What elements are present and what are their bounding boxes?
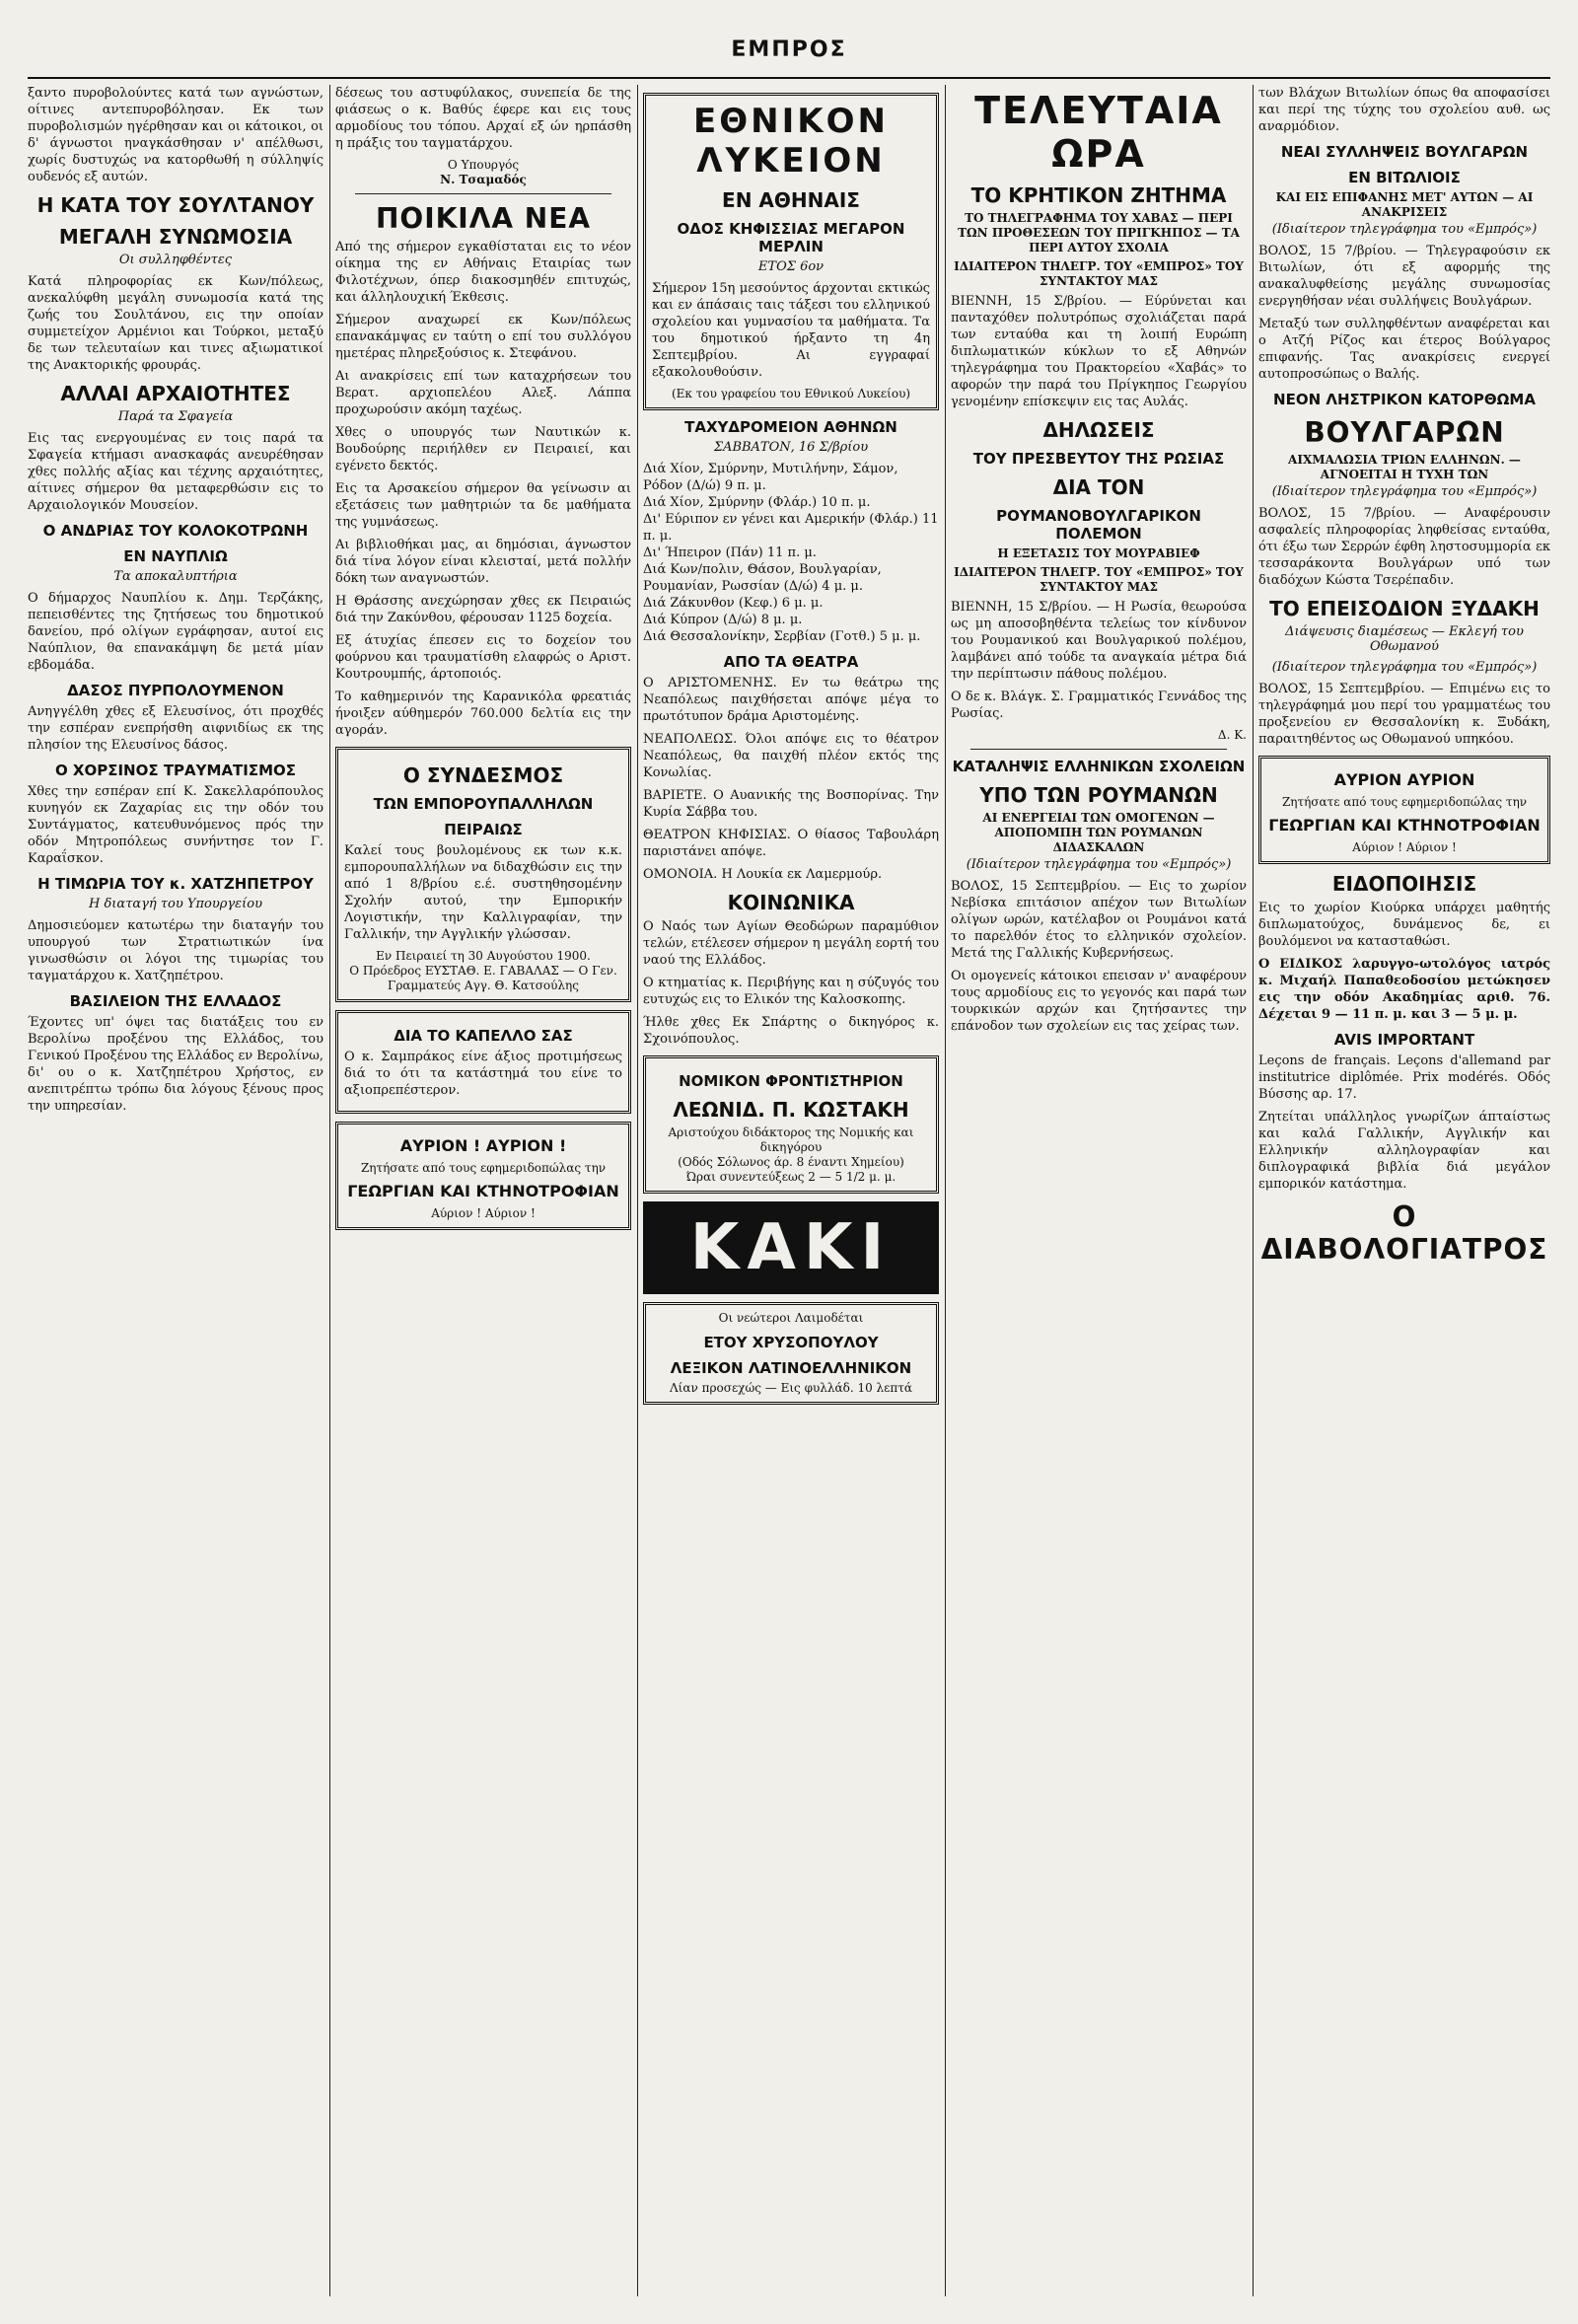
ad-title: ΓΕΩΡΓΙΑΝ ΚΑΙ ΚΤΗΝΟΤΡΟΦΙΑΝ xyxy=(1268,816,1541,835)
article-text: ξαντο πυροβολούντες κατά των αγνώστων, οίτινες αντεπυροβόλησαν. Εκ των πυροβολισμών ηγέρθησαν και οι κάτοικοι, οι δ' άγνωστοι ηναγκάσθησαν ν' απέλθωσι, χωρίς δυστυχώς να κατορθωθή η σύλληψίς ουδενός εξ αυτών. xyxy=(28,86,323,184)
article-text: Οι ομογενείς κάτοικοι επεισαν ν' αναφέρουν τους αρμοδίους εις το γεγονός και παρά των τουρκικών αρχών και ζητήσαντες την επάνοδον των σχολείων εις τας χείρας των. xyxy=(951,969,1247,1034)
ad-signature: Ο Πρόεδρος ΕΥΣΤΑΘ. Ε. ΓΑΒΑΛΑΣ — Ο Γεν. Γραμματεύς Αγγ. Θ. Κατσούλης xyxy=(349,964,617,992)
column-1 xyxy=(28,85,323,2296)
column-5 xyxy=(1258,85,1550,2296)
ad-title: ΤΩΝ ΕΜΠΟΡΟΥΠΑΛΛΗΛΩΝ xyxy=(373,795,594,813)
ad-text: Αύριον ! Αύριον ! xyxy=(1352,840,1457,854)
article-text: Εις τας ενεργουμένας εν τοις παρά τα Σφαγεία κτήμασι ανασκαφάς ανευρέθησαν χθες πολλής αξίας και τέχνης αρχαιότητες, αίτινες σήμερον θα μεταφερθώσιν εις το Αρχαιολογικόν Μουσείον. xyxy=(28,431,323,513)
headline: Η ΚΑΤΑ ΤΟΥ ΣΟΥΛΤΑΝΟΥ xyxy=(36,193,315,217)
subheadline: ΑΙΧΜΑΛΩΣΙΑ ΤΡΙΩΝ ΕΛΛΗΝΩΝ. — ΑΓΝΟΕΙΤΑΙ Η ΤΥΧΗ ΤΩΝ xyxy=(1288,453,1521,481)
ad-title: ΓΕΩΡΓΙΑΝ ΚΑΙ ΚΤΗΝΟΤΡΟΦΙΑΝ xyxy=(347,1182,619,1200)
headline: ΥΠΟ ΤΩΝ ΡΟΥΜΑΝΩΝ xyxy=(979,783,1218,807)
subheadline: Η ΕΞΕΤΑΣΙΣ ΤΟΥ ΜΟΥΡΑΒΙΕΦ xyxy=(997,546,1200,560)
headline: ΚΟΙΝΩΝΙΚΑ xyxy=(727,891,855,914)
schedule-item: Διά Χίον, Σμύρνην (Φλάρ.) 10 π. μ. xyxy=(643,495,871,510)
ad-text: Σήμερον 15η μεσούντος άρχονται εκτικώς και εν άπάσαις ταις τάξεσι του ελληνικού σχολείου και γυμνασίου τα μαθήματα. Τα του δημοτικού ήρξαντο τη 4η Σεπτεμβρίου. Αι εγγραφαί εξακολουθούσιν. xyxy=(652,281,930,380)
masthead-title: ΕΜΠΡΟΣ xyxy=(731,37,847,62)
headline: ΑΠΟ ΤΑ ΘΕΑΤΡΑ xyxy=(723,653,859,671)
masthead xyxy=(28,28,1550,79)
ad-title: ΕΝ ΑΘΗΝΑΙΣ xyxy=(722,188,860,212)
headline: Ο ΔΙΑΒΟΛΟΓΙΑΤΡΟΣ xyxy=(1260,1200,1548,1266)
article-text: Δημοσιεύομεν κατωτέρω την διαταγήν του υπουργού των Στρατιωτικών ίνα γινωσθώσιν οι λόγοι της τιμωρίας του ταγματάρχου κ. Χατζηπέτρου. xyxy=(28,918,323,983)
news-item: Εξ άτυχίας έπεσεν εις το δοχείον του φούρνου και τραυματίσθη ελαφρώς ο Αριστ. Κουτρουμπής, άρτοποιός. xyxy=(335,633,631,682)
ad-source: (Εκ του γραφείου του Εθνικού Λυκείου) xyxy=(671,387,911,400)
ad-text: Λίαν προσεχώς — Εις φυλλάδ. 10 λεπτά xyxy=(670,1381,912,1395)
news-item: Χθες ο υπουργός των Ναυτικών κ. Βουδούρης περιήλθεν εν Πειραιεί, και εγένετο δεκτός. xyxy=(335,425,631,473)
article-text: ΒΟΛΟΣ, 15 7/βρίου. — Τηλεγραφούσιν εκ Βιτωλίων, ότι εξ αφορμής της ανακαλυφθείσης μεγάλης συνωμοσίας ενεργηθήσαν νέαι συλλήψεις Βουλγάρων. xyxy=(1258,244,1550,309)
headline: ΤΟ ΕΠΕΙΣΟΔΙΟΝ ΞΥΔΑΚΗ xyxy=(1269,597,1540,620)
news-item: Ο κτηματίας κ. Περιβήγης και η σύζυγός του ευτυχώς εις το Ελικόν της Καλοσκοπης. xyxy=(643,976,939,1007)
mail-schedule xyxy=(643,461,939,645)
subheadline: (Ιδιαίτερον τηλεγράφημα του «Εμπρός») xyxy=(966,857,1232,872)
news-item: ΒΑΡΙΕΤΕ. Ο Αυανικής της Βοσπορίνας. Την Κυρία Σάββα του. xyxy=(643,788,939,820)
headline: ΠΟΙΚΙΛΑ ΝΕΑ xyxy=(375,202,592,235)
ad-title: ΑΥΡΙΟΝ ! ΑΥΡΙΟΝ ! xyxy=(399,1136,567,1155)
ad-text: Ο κ. Σαμπράκος είνε άξιος προτιμήσεως διά το ότι τα κατάστημά του είνε το αξιοπρεπέστερον. xyxy=(344,1050,622,1098)
notice-text: Ο ΕΙΔΙΚΟΣ λαρυγγο-ωτολόγος ιατρός κ. Μιχαήλ Παπαθεοδοσίου μετώκησεν εις την οδόν Ακαδημίας αριθ. 76. Δέχεται 9 — 11 π. μ. και 3 — 5 μ. μ. xyxy=(1258,957,1550,1022)
advertisement xyxy=(643,93,939,410)
subheadline: (Ιδιαίτερον τηλεγράφημα του «Εμπρός») xyxy=(1271,484,1538,499)
headline: ΑΛΛΑΙ ΑΡΧΑΙΟΤΗΤΕΣ xyxy=(60,382,291,405)
column-divider xyxy=(945,85,946,2296)
article-text: Ο δήμαρχος Ναυπλίου κ. Δημ. Τερζάκης, πεπεισθέντες της ζητήσεως του δημοτικού δανείου, πρό ολίγων εγράφησαν, αυτοί εις Ναύπλιον, θα επανακάμψη δε μετά μίαν εβδομάδα. xyxy=(28,591,323,673)
signature: Ο Υπουργός xyxy=(447,158,520,172)
news-item: Εις τα Αρσακείου σήμερον θα γείνωσιν αι εξετάσεις των μαθητριών τα δε μαθήματα της γυμνάσεως. xyxy=(335,481,631,530)
schedule-item: Διά Χίον, Σμύρνην, Μυτιλήνην, Σάμον, Ρόδον (Δ/ώ) 9 π. μ. xyxy=(643,462,898,493)
column-divider xyxy=(1253,85,1254,2296)
signature: Δ. Κ. xyxy=(1217,728,1247,742)
column-divider xyxy=(637,85,638,2296)
headline: ΔΗΛΩΣΕΙΣ xyxy=(1042,418,1155,442)
ad-title: ΛΕΩΝΙΔ. Π. ΚΩΣΤΑΚΗ xyxy=(673,1098,909,1122)
article-text: Ανηγγέλθη χθες εξ Ελευσίνος, ότι προχθές την εσπέραν ενεπρήσθη αιφνιδίως εκ της πλησίον της Ελευσίνος δάσος. xyxy=(28,704,323,753)
article-text: ΒΟΛΟΣ, 15 Σεπτεμβρίου. — Εις το χωρίον Νεβίσκα επιτάσιον απέχον των Βιτωλίων ολίγων ωρών, κατέλαβον οι Ρουμάνοι κατά το παρελθόν έτος το ελληνικόν σχολείον. Μετά της Γαλλικής Κυβερνήσεως. xyxy=(951,879,1247,961)
headline: ΕΙΔΟΠΟΙΗΣΙΣ xyxy=(1331,872,1477,896)
headline: Η ΤΙΜΩΡΙΑ ΤΟΥ κ. ΧΑΤΖΗΠΕΤΡΟΥ xyxy=(37,875,314,893)
news-item: Από της σήμερον εγκαθίσταται εις το νέον οίκημα της εν Αθήναις Εταιρίας των Φιλοτέχνων, όπερ διακοσμηθέν επιτυχώς, και άλληλουχική Έκθεσις. xyxy=(335,240,631,305)
ad-title: ΕΤΟΥ ΧΡΥΣΟΠΟΥΛΟΥ xyxy=(703,1334,879,1351)
article-text: Χθες την εσπέραν επί Κ. Σακελλαρόπουλος κυνηγόν εκ Ζαχαρίας εις την οδόν του Συντάγματος, κατευθυνόμενος πρός την οδόν Μητροπόλεως συνήντησε τον Γ. Καραΐσκον. xyxy=(28,784,323,866)
schedule-item: Διά Ζάκυνθον (Κεφ.) 6 μ. μ. xyxy=(643,596,824,611)
schedule-item: Δι' Ήπειρον (Πάν) 11 π. μ. xyxy=(643,545,817,560)
subheadline: Η διαταγή του Υπουργείου xyxy=(89,897,262,911)
headline: ΤΕΛΕΥΤΑΙΑ ΩΡΑ xyxy=(974,89,1223,176)
article-text: Έχοντες υπ' όψει τας διατάξεις του εν Βερολίνω προξένου της Ελλάδος, του Γενικού Προξένου της Ελλάδος εν Βερολίνω, δι' ου ο κ. Χατζηπέτρου Χρήστος, εν ανεπιτρέπτω τρόπω δια λόγους ξένους προς την υπηρεσίαν. xyxy=(28,1015,323,1114)
subheadline: ΣΑΒΒΑΤΟΝ, 16 Σ/βρίου xyxy=(713,440,869,455)
ad-title: ΝΟΜΙΚΟΝ ΦΡΟΝΤΙΣΤΗΡΙΟΝ xyxy=(679,1072,903,1090)
ad-title: ΕΘΝΙΚΟΝ ΛΥΚΕΙΟΝ xyxy=(693,102,889,181)
headline: Ο ΧΟΡΣΙΝΟΣ ΤΡΑΥΜΑΤΙΣΜΟΣ xyxy=(54,762,297,779)
advertisement xyxy=(1258,756,1550,864)
headline: ΒΟΥΛΓΑΡΩΝ xyxy=(1304,416,1505,449)
schedule-item: Δι' Εύριπον εν γένει και Αμερικήν (Φλάρ.) 11 π. μ. xyxy=(643,512,939,544)
headline: ΔΑΣΟΣ ΠΥΡΠΟΛΟΥΜΕΝΟΝ xyxy=(67,682,284,699)
ad-text: Αριστούχου διδάκτορος της Νομικής και δικηγόρου xyxy=(668,1126,914,1154)
subheadline: Παρά τα Σφαγεία xyxy=(117,409,234,424)
subheadline: ΙΔΙΑΙΤΕΡΟΝ ΤΗΛΕΓΡ. ΤΟΥ «ΕΜΠΡΟΣ» ΤΟΥ ΣΥΝΤΑΚΤΟΥ ΜΑΣ xyxy=(954,565,1244,594)
ad-text: Ώραι συνεντεύξεως 2 — 5 1/2 μ. μ. xyxy=(685,1170,897,1184)
ad-date: Εν Πειραιεί τη 30 Αυγούστου 1900. xyxy=(376,949,591,963)
headline: ΚΑΤΑΛΗΨΙΣ ΕΛΛΗΝΙΚΩΝ ΣΧΟΛΕΙΩΝ xyxy=(952,758,1246,775)
ad-subtitle: ΕΤΟΣ 6ον xyxy=(757,259,825,274)
subheadline: ΚΑΙ ΕΙΣ ΕΠΙΦΑΝΗΣ ΜΕΤ' ΑΥΤΩΝ — ΑΙ ΑΝΑΚΡΙΣΕΙΣ xyxy=(1275,190,1534,219)
column-3 xyxy=(643,85,939,2296)
ad-title: ΑΥΡΙΟΝ ΑΥΡΙΟΝ xyxy=(1333,770,1475,789)
article-text: ΒΟΛΟΣ, 15 7/βρίου. — Αναφέρουσιν ασφαλείς πληροφορίας ληφθείσας ενταύθα, ότι έξω των Σερρών έφθη ληστοσυμμορία εκ τεσσαράκοντα Βουλγάρων υπό των διαδόχων Κώστα Τσερέπαδιν. xyxy=(1258,506,1550,588)
divider xyxy=(970,749,1227,750)
news-item: Σήμερον αναχωρεί εκ Κων/πόλεως επανακάμψας εν ταύτη ο επί του συλλόγου ημετέρας πληρεξούσιος κ. Στεφάνου. xyxy=(335,313,631,361)
article-text: Ο δε κ. Βλάγκ. Σ. Γραμματικός Γεννάδος της Ρωσίας. xyxy=(951,690,1247,721)
headline: AVIS IMPORTANT xyxy=(1333,1031,1475,1049)
headline: Ο ΑΝΔΡΙΑΣ ΤΟΥ ΚΟΛΟΚΟΤΡΩΝΗ xyxy=(42,522,309,540)
schedule-item: Διά Κύπρον (Δ/ώ) 8 μ. μ. xyxy=(643,613,803,627)
subheadline: Τα αποκαλυπτήρια xyxy=(113,569,238,584)
ad-title: ΔΙΑ ΤΟ ΚΑΠΕΛΛΟ ΣΑΣ xyxy=(394,1027,573,1045)
article-text: Μεταξύ των συλληφθέντων αναφέρεται και ο Ατζή Ρίζος και έτερος Βούλγαρος επιφανής. Τας ανακρίσεις ενεργεί αυτοπροσώπως ο Βαλής. xyxy=(1258,317,1550,382)
news-item: Αι βιβλιοθήκαι μας, αι δημόσιαι, άγνωστον διά τίνα λόγον είναι κλεισταί, μετά πολλήν δόκη των αναγνωστών. xyxy=(335,538,631,586)
news-item: Αι ανακρίσεις επί των καταχρήσεων του Βερατ. αρχιοπελέου Αλεξ. Λάππα προχωρούσιν ακόμη ταχέως. xyxy=(335,369,631,417)
news-item: ΟΜΟΝΟΙΑ. Η Λουκία εκ Λαμερμούρ. xyxy=(643,867,883,882)
subheadline: (Ιδιαίτερον τηλεγράφημα του «Εμπρός») xyxy=(1271,222,1538,237)
ad-text: Ζητήσατε από τους εφημεριδοπώλας την xyxy=(1281,795,1528,809)
advertisement xyxy=(643,1302,939,1405)
news-item: Το καθημερινόν της Καρανικόλα φρεατιάς ήνοιξεν αύθημερόν 760.000 δελτία εις την αγοράν. xyxy=(335,690,631,738)
advertisement xyxy=(335,1010,631,1114)
column-divider xyxy=(329,85,330,2296)
article-text: ΒΙΕΝΝΗ, 15 Σ/βρίου. — Εύρύνεται και πανταχόθεν πολυτρόπως σχολιάζεται παρά των ενταύθα και τη λοιπή Ευρώπη διπλωματικών κύκλων το εξ Αθηνών τηλεγράφημα του Πρακτορείου «Χαβάς» το αφορών την παρά του Πρίγκηπος Γεωργίου γενομένην επίσκεψιν εις τας Αυλάς. xyxy=(951,294,1247,409)
news-item: Ήλθε χθες Εκ Σπάρτης ο δικηγόρος κ. Σχοινόπουλος. xyxy=(643,1015,939,1047)
headline: ΤΟΥ ΠΡΕΣΒΕΥΤΟΥ ΤΗΣ ΡΩΣΙΑΣ xyxy=(972,450,1225,468)
ad-title: ΠΕΙΡΑΙΩΣ xyxy=(444,821,523,838)
column-4 xyxy=(951,85,1247,2296)
subheadline: ΙΔΙΑΙΤΕΡΟΝ ΤΗΛΕΓΡ. ΤΟΥ «ΕΜΠΡΟΣ» ΤΟΥ ΣΥΝΤΑΚΤΟΥ ΜΑΣ xyxy=(954,259,1244,288)
ad-title: ΛΕΞΙΚΟΝ ΛΑΤΙΝΟΕΛΛΗΝΙΚΟΝ xyxy=(670,1359,912,1377)
subheadline: ΑΙ ΕΝΕΡΓΕΙΑΙ ΤΩΝ ΟΜΟΓΕΝΩΝ — ΑΠΟΠΟΜΠΗ ΤΩΝ ΡΟΥΜΑΝΩΝ ΔΙΔΑΣΚΑΛΩΝ xyxy=(982,811,1215,854)
ad-text: Ζητήσατε από τους εφημεριδοπώλας την xyxy=(360,1161,607,1175)
headline: ΜΕΓΑΛΗ ΣΥΝΩΜΟΣΙΑ xyxy=(58,225,293,249)
notice-text: Ζητείται υπάλληλος γνωρίζων άπταίστως και καλά Γαλλικήν, Αγγλικήν και Ελληνικήν αλληλογραφίαν και διπλογραφικά βιβλία διά μεγάλον εμπορικόν κατάστημα. xyxy=(1258,1110,1550,1192)
headline: ΕΝ ΒΙΤΩΛΙΟΙΣ xyxy=(1348,169,1461,186)
subheadline: Οι συλληφθέντες xyxy=(118,253,233,267)
headline: ΝΕΑΙ ΣΥΛΛΗΨΕΙΣ ΒΟΥΛΓΑΡΩΝ xyxy=(1280,143,1529,161)
ad-text: (Οδός Σόλωνος άρ. 8 έναντι Χημείου) xyxy=(678,1155,904,1169)
article-text: των Βλάχων Βιτωλίων όπως θα αποφασίσει και περί της τύχης του σχολείου αυθ. ως αναρμόδιον. xyxy=(1258,86,1550,134)
advertisement xyxy=(335,1122,631,1230)
column-2 xyxy=(335,85,631,2296)
news-item: ΝΕΑΠΟΛΕΩΣ. Όλοι απόψε εις το θέατρον Νεαπόλεως, θα παιχθή πλέον εκτός της Κονωλίας. xyxy=(643,732,939,780)
schedule-item: Διά Θεσσαλονίκην, Σερβίαν (Γοτθ.) 5 μ. μ. xyxy=(643,629,921,644)
kaki-advertisement: ΚΑΚΙ xyxy=(643,1201,939,1294)
subheadline: Διάψευσις διαμέσεως — Εκλεγή του Οθωμανού xyxy=(1285,624,1524,654)
ad-title: Ο ΣΥΝΔΕΣΜΟΣ xyxy=(402,763,564,787)
news-item: ΘΕΑΤΡΟΝ ΚΗΦΙΣΙΑΣ. Ο θίασος Ταβουλάρη παριστάνει απόψε. xyxy=(643,828,939,859)
notice-text: Εις το χωρίον Κιούρκα υπάρχει μαθητής διπλωματούχος, δυνάμενος δε, ει βουλόμενοι να κατασταθώσι. xyxy=(1258,901,1550,949)
ad-title: ΟΔΟΣ ΚΗΦΙΣΣΙΑΣ ΜΕΓΑΡΟΝ ΜΕΡΛΙΝ xyxy=(677,220,905,255)
article-text: ΒΙΕΝΝΗ, 15 Σ/βρίου. — Η Ρωσία, θεωρούσα ως μη αποσοβηθέντα τελείως τον κίνδυνον του Ρουμανικού και Βουλγαρικού πολέμου, λαμβάνει από τούδε τα αναγκαία μέτρα διά την περίπτωσιν πάθους πολέμου. xyxy=(951,600,1247,682)
headline: ΒΑΣΙΛΕΙΟΝ ΤΗΣ ΕΛΛΑΔΟΣ xyxy=(69,992,282,1010)
subheadline: (Ιδιαίτερον τηλεγράφημα του «Εμπρός») xyxy=(1271,660,1538,675)
ad-text: Καλεί τους βουλομένους εκ των κ.κ. εμπορουπαλλήλων να διδαχθώσιν εις την από 1 8/βρίου ε.έ. συστηθησομένην Σχολήν αυτού, την Εμπορικήν Λογιστικήν, την Καλλιγραφίαν, την Γαλλικήν, την Αγγλικήν γλώσσαν. xyxy=(344,843,622,942)
headline: ΕΝ ΝΑΥΠΛΙΩ xyxy=(123,547,228,565)
headline: ΤΟ ΚΡΗΤΙΚΟΝ ΖΗΤΗΜΑ xyxy=(970,183,1227,207)
divider xyxy=(355,193,611,194)
ad-text: Αύριον ! Αύριον ! xyxy=(431,1206,536,1220)
headline: ΤΑΧΥΔΡΟΜΕΙΟΝ ΑΘΗΝΩΝ xyxy=(684,418,897,436)
headline: ΝΕΟΝ ΛΗΣΤΡΙΚΟΝ ΚΑΤΟΡΘΩΜΑ xyxy=(1273,391,1536,408)
article-text: Κατά πληροφορίας εκ Κων/πόλεως, ανεκαλύφθη μεγάλη συνωμοσία κατά της ζωής του Σουλτάνου, εις την οποίαν συμμετείχον Αρμένιοι και Τούρκοι, μεταξύ δε των τελευταίων και τινες αξιωματικοί της Ανακτορικής φρουράς. xyxy=(28,274,323,373)
schedule-item: Διά Κων/πολιν, Θάσον, Βουλγαρίαν, Ρουμανίαν, Ρωσσίαν (Δ/ώ) 4 μ. μ. xyxy=(643,562,882,594)
news-item: Η Θράσσης ανεχώρησαν χθες εκ Πειραιώς διά την Ζακύνθου, φέρουσαν 1125 δοχεία. xyxy=(335,594,631,625)
headline: ΡΟΥΜΑΝΟΒΟΥΛΓΑΡΙΚΟΝ ΠΟΛΕΜΟΝ xyxy=(996,507,1201,543)
news-item: Ο Ναός των Αγίων Θεοδώρων παραμύθιον τελών, ετέλεσεν σήμερον η μεγάλη εορτή του ναού της Ελλάδος. xyxy=(643,919,939,968)
headline: ΔΙΑ ΤΟΝ xyxy=(1052,475,1145,499)
article-text: δέσεως του αστυφύλακος, συνεπεία δε της φιάσεως ο κ. Βαθύς έφερε και εις τους αρμοδίους του τόπου. Αρχαί εξ ών ηρπάσθη η πράξις του ταγματάρχου. xyxy=(335,86,631,151)
notice-text: Leçons de français. Leçons d'allemand par institutrice diplômée. Prix modérés. Οδός Βύσσης αρ. 17. xyxy=(1258,1053,1550,1102)
ad-text: Οι νεώτεροι Λαιμοδέται xyxy=(718,1311,864,1325)
news-item: Ο ΑΡΙΣΤΟΜΕΝΗΣ. Εν τω θεάτρω της Νεαπόλεως παιχθήσεται απόψε μέγα το πρωτότυπον δράμα Αριστομένης. xyxy=(643,676,939,724)
signature-name: Ν. Τσαμαδός xyxy=(440,173,527,186)
advertisement xyxy=(643,1055,939,1194)
subheadline: ΤΟ ΤΗΛΕΓΡΑΦΗΜΑ ΤΟΥ ΧΑΒΑΣ — ΠΕΡΙ ΤΩΝ ΠΡΟΘΕΣΕΩΝ ΤΟΥ ΠΡΙΓΚΗΠΟΣ — ΤΑ ΠΕΡΙ ΑΥΤΟΥ ΣΧΟΛΙΑ xyxy=(958,211,1240,254)
newspaper-page xyxy=(28,28,1550,2296)
advertisement xyxy=(335,747,631,1002)
article-text: ΒΟΛΟΣ, 15 Σεπτεμβρίου. — Επιμένω εις το τηλεγράφημά μου περί του γραμματέως του προξενείου εν Θεσσαλονίκη κ. Ξυδάκη, παραιτηθέντος ως Οθωμανού υπηκόου. xyxy=(1258,682,1550,747)
